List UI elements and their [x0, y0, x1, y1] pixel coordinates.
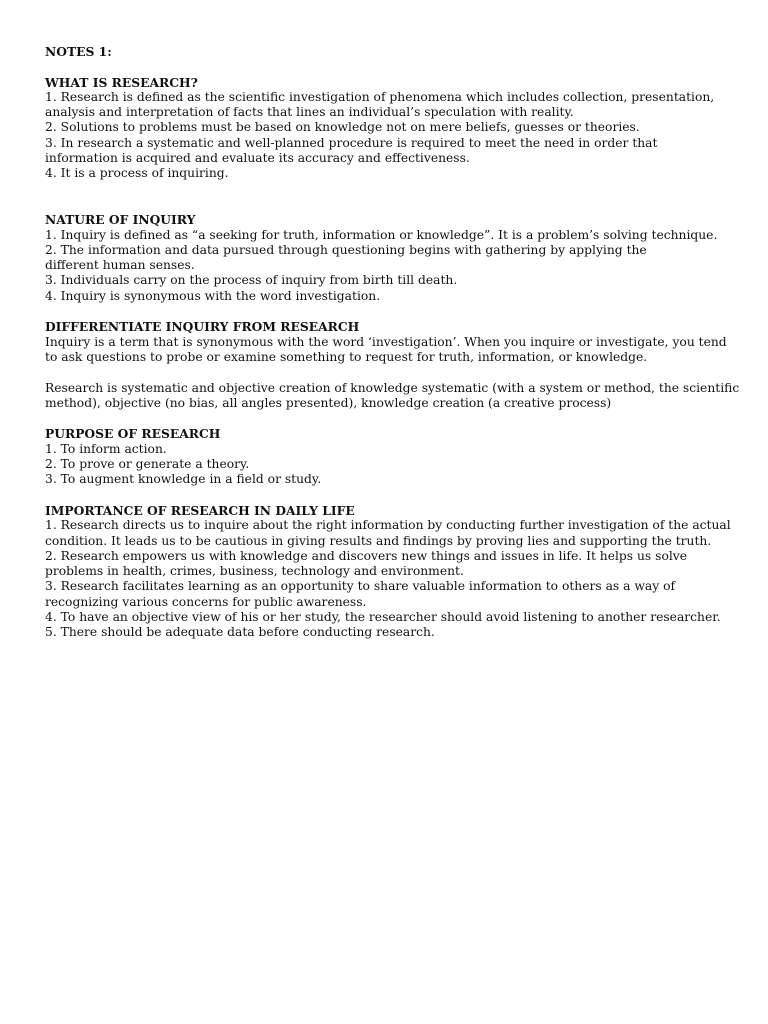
paragraph-line: analysis and interpretation of facts that lines an individual’s speculation with reality.	[45, 105, 574, 120]
spacer	[45, 365, 730, 380]
paragraph-line: 2. The information and data pursued through questioning begins with gathering by applying the	[45, 242, 647, 257]
list-item: 2. To prove or generate a theory.	[45, 457, 250, 472]
paragraph-line: 4. Inquiry is synonymous with the word investigation.	[45, 288, 381, 303]
section-heading: IMPORTANCE OF RESEARCH IN DAILY LIFE	[45, 502, 355, 518]
spacer	[45, 411, 730, 426]
section-heading: PURPOSE OF RESEARCH	[45, 426, 221, 442]
spacer	[45, 488, 730, 503]
spacer	[45, 59, 730, 74]
paragraph-line: 3. Research facilitates learning as an opportunity to share valuable information to others as a way of	[45, 579, 676, 594]
section-heading: NATURE OF INQUIRY	[45, 212, 196, 228]
paragraph-line: information is acquired and evaluate its accuracy and effectiveness.	[45, 151, 470, 166]
section-differentiate-inquiry	[45, 319, 740, 411]
document-page	[45, 44, 740, 641]
paragraph-line: Inquiry is a term that is synonymous with the word ‘investigation’. When you inquire or investigate, you tend	[45, 334, 727, 349]
section-heading: DIFFERENTIATE INQUIRY FROM RESEARCH	[45, 319, 360, 335]
paragraph-line: different human senses.	[45, 258, 195, 273]
section-heading: WHAT IS RESEARCH?	[45, 74, 198, 90]
paragraph-line: 2. Research empowers us with knowledge and discovers new things and issues in life. It helps us solve	[45, 548, 688, 563]
paragraph-line: 5. There should be adequate data before conducting research.	[45, 625, 435, 640]
paragraph-line: 3. Individuals carry on the process of inquiry from birth till death.	[45, 273, 458, 288]
notes-title: NOTES 1:	[45, 44, 112, 59]
paragraph-line: recognizing various concerns for public awareness.	[45, 594, 367, 609]
list-item: 3. To augment knowledge in a field or study.	[45, 472, 322, 487]
paragraph-line: 1. Research directs us to inquire about the right information by conducting further investigation of the actual	[45, 518, 731, 533]
paragraph-line: 4. To have an objective view of his or her study, the researcher should avoid listening to another researcher.	[45, 609, 721, 624]
paragraph-line: 1. Inquiry is defined as “a seeking for truth, information or knowledge”. It is a problem’s solving technique.	[45, 227, 718, 242]
section-purpose-of-research	[45, 426, 730, 487]
paragraph-line: 3. In research a systematic and well-planned procedure is required to meet the need in order that	[45, 135, 658, 150]
paragraph-line: Research is systematic and objective creation of knowledge systematic (with a system or method, the scientific	[45, 380, 740, 395]
paragraph-line: to ask questions to probe or examine something to request for truth, information, or knowledge.	[45, 349, 648, 364]
list-item: 1. To inform action.	[45, 441, 167, 456]
paragraph-line: 1. Research is defined as the scientific investigation of phenomena which includes collection, presentation,	[45, 89, 715, 104]
section-nature-of-inquiry	[45, 212, 730, 304]
paragraph-line: 2. Solutions to problems must be based on knowledge not on mere beliefs, guesses or theories.	[45, 120, 640, 135]
section-importance-of-research	[45, 503, 730, 641]
spacer	[45, 182, 730, 213]
paragraph-line: 4. It is a process of inquiring.	[45, 166, 229, 181]
paragraph-line: problems in health, crimes, business, technology and environment.	[45, 564, 464, 579]
section-what-is-research	[45, 75, 730, 182]
paragraph-line: condition. It leads us to be cautious in giving results and findings by proving lies and supporting the truth.	[45, 533, 712, 548]
paragraph-line: method), objective (no bias, all angles presented), knowledge creation (a creative process)	[45, 395, 612, 410]
spacer	[45, 304, 730, 319]
